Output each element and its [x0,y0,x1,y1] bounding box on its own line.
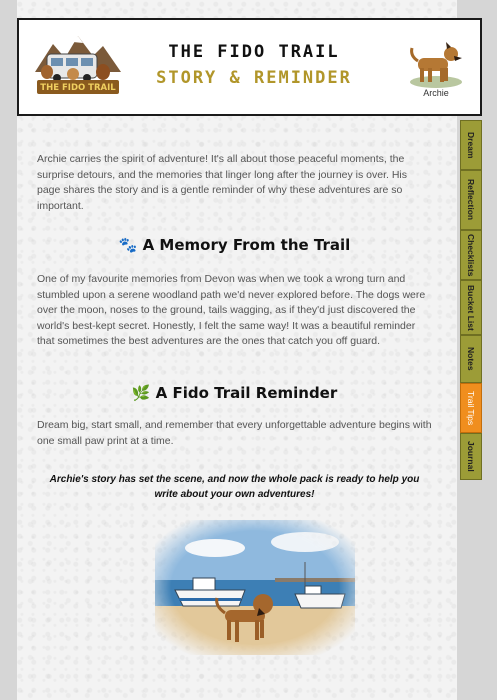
archie-dog-image [404,38,468,90]
closing-statement: Archie's story has set the scene, and now the whole pack is ready to help you write about your own adventures! [49,474,420,500]
tab-label: Bucket List [466,284,476,331]
reminder-heading-text: A Fido Trail Reminder [155,384,338,402]
tab-label: Dream [466,131,476,159]
tab-trail-tips[interactable] [460,383,482,433]
tab-reflection[interactable] [460,170,482,230]
tab-label: Reflection [466,179,476,221]
tab-label: Checklists [466,233,476,277]
intro-paragraph: Archie carries the spirit of adventure! It's all about those peaceful moments, the surprise detours, and the memories that linger long after the journey is over. His page shares the story and is a gentle reminder of why these adventures are so important. [37,153,408,212]
reminder-paragraph: Dream big, start small, and remember that every unforgettable adventure begins with one small paw print at a time. [37,419,432,447]
paw-icon: 🐾 [118,236,138,254]
memory-heading [37,236,432,254]
dog-caption: Archie [423,88,449,98]
page-subtitle: STORY & REMINDER [156,68,352,88]
fido-trail-logo [33,32,123,98]
tab-checklists[interactable] [460,230,482,280]
tab-label: Journal [466,441,476,472]
logo-text: THE FIDO TRAIL [40,83,116,93]
tab-dream[interactable] [460,120,482,170]
page-title: THE FIDO TRAIL [168,42,340,62]
reminder-heading [37,384,432,402]
leaf-icon: 🌿 [131,384,151,402]
tab-journal[interactable] [460,433,482,480]
tab-notes[interactable] [460,335,482,383]
tab-bucket-list[interactable] [460,280,482,335]
harbour-dog-photo [155,520,355,655]
tab-label: Notes [466,347,476,371]
tab-label: Trail Tips [466,390,476,426]
memory-heading-text: A Memory From the Trail [142,236,351,254]
memory-paragraph: One of my favourite memories from Devon was when we took a wrong turn and stumbled upon a serene woodland path we'd never explored before. The dogs were over the moon, noses to the ground, tails wagging, as if they'd just discovered the world's best-kept secret. Honestly, I felt the same way! It was a beautiful reminder that sometimes the best adventures are the ones that catch you off guard. [37,273,426,347]
page-header [17,18,482,116]
